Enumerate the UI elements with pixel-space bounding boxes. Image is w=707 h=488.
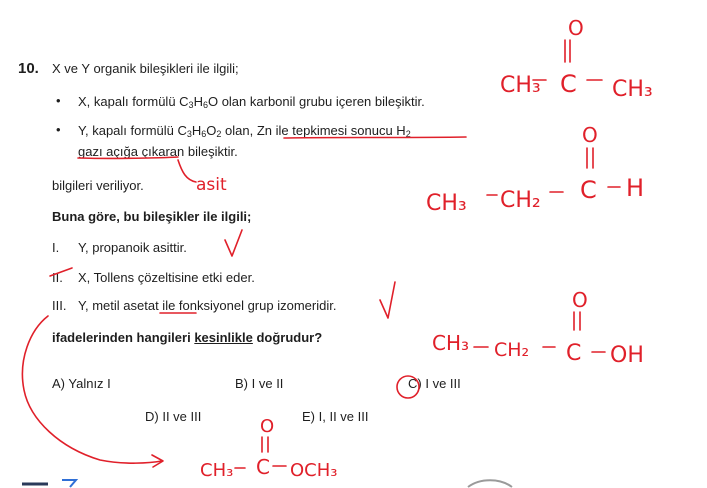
formula-acid-mid: CH₂ — [494, 339, 530, 361]
page-footer-decoration — [0, 478, 707, 488]
question-stem: X ve Y organik bileşikleri ile ilgili; — [52, 61, 239, 76]
formula-x-center: C — [560, 70, 577, 98]
formula-y-mid: CH₂ — [500, 188, 541, 213]
formula-acid-center: C — [566, 341, 582, 366]
option-d[interactable]: D) II ve III — [145, 409, 202, 424]
formula-y-left: CH₃ — [426, 191, 467, 216]
option-b[interactable]: B) I ve II — [235, 376, 284, 391]
statement-2-roman: II. — [52, 270, 63, 285]
formula-acid-left: CH₃ — [432, 331, 470, 355]
statement-1-roman: I. — [52, 240, 60, 255]
formula-x-right: CH₃ — [612, 77, 653, 102]
prompt-text: Buna göre, bu bileşikler ile ilgili; — [52, 209, 252, 224]
formula-ester-left: CH₃ — [200, 460, 234, 481]
formula-ester-oxygen: O — [260, 416, 275, 437]
ask-text: ifadelerinden hangileri kesinlikle doğrudur? — [52, 330, 323, 345]
formula-y-oxygen: O — [582, 123, 598, 147]
option-e[interactable]: E) I, II ve III — [302, 409, 369, 424]
formula-y-right: H — [626, 174, 645, 202]
bullet-y-text-line1: Y, kapalı formülü $C_3H_6O_2$ olan, Zn ile tepkimesi sonucu $H_2$ — [78, 123, 411, 139]
formula-acid-oxygen: O — [572, 288, 588, 312]
formula-acid-right: OH — [610, 343, 644, 368]
formula-x-oxygen: O — [568, 16, 584, 40]
option-a[interactable]: A) Yalnız I — [52, 376, 111, 391]
statement-2-text: X, Tollens çözeltisine etki eder. — [78, 270, 255, 285]
formula-ester-center: C — [256, 455, 270, 479]
statement-1-text: Y, propanoik asittir. — [78, 240, 187, 255]
formula-y-center: C — [580, 176, 597, 204]
statement-3-roman: III. — [52, 298, 67, 313]
option-c[interactable]: C) I ve III — [408, 376, 461, 391]
formula-ester-right: OCH₃ — [290, 460, 338, 481]
note-asit: asit — [196, 175, 227, 195]
formula-x-left: CH₃ — [500, 73, 541, 98]
question-number: 10. — [18, 60, 39, 77]
bullet-dot: • — [56, 93, 61, 108]
statement-3-text: Y, metil asetat ile fonksiyonel grup izomeridir. — [78, 298, 337, 313]
bullet-y-text-line2: gazı açığa çıkaran bileşiktir. — [78, 144, 238, 159]
given-text: bilgileri veriliyor. — [52, 178, 144, 193]
bullet-x-text: X, kapalı formülü $C_3H_6O$ olan karbonil grubu içeren bileşiktir. — [78, 94, 425, 110]
bullet-dot: • — [56, 122, 61, 137]
